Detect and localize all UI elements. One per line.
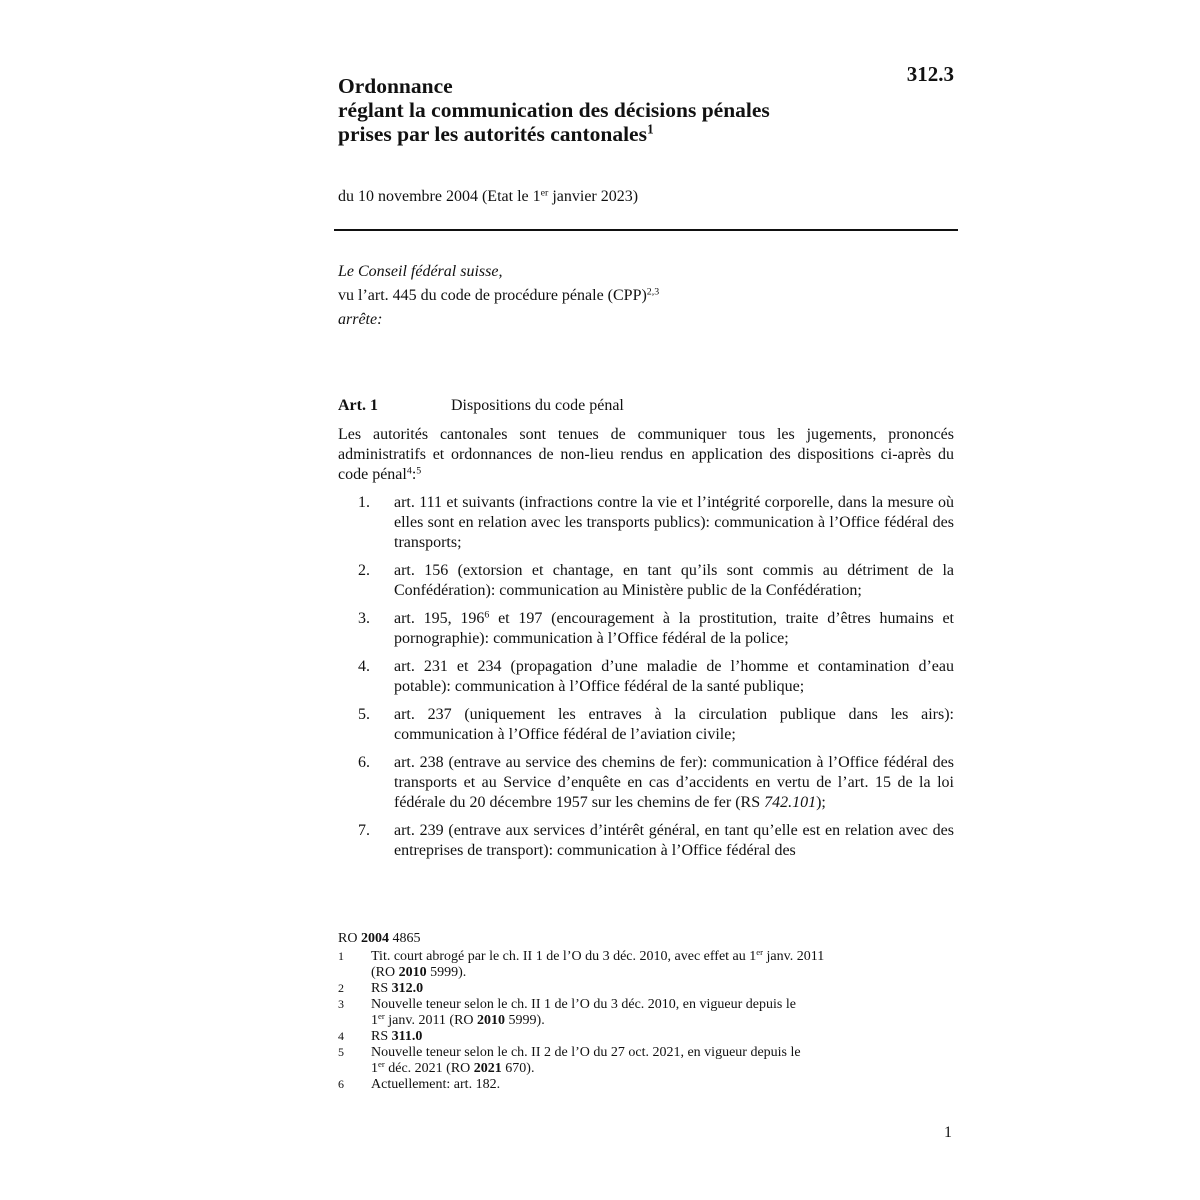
title-line-2: réglant la communication des décisions pénales (338, 98, 770, 122)
article-title: Dispositions du code pénal (451, 397, 624, 414)
footnote-ref-4[interactable]: 4 (406, 465, 412, 477)
ro-reference: RO 2004 4865 (338, 931, 421, 946)
article-intro: Les autorités cantonales sont tenues de communiquer tous les jugements, prononcés administratifs et ordonnances de non-lieu rendus en application des dispositions ci-après du code pénal$^4$:$^5$ (338, 426, 954, 483)
article-list (338, 493, 954, 869)
preamble-decree: arrête: (338, 311, 383, 328)
footnote-5: 5 Nouvelle teneur selon le ch. II 2 de l’O du 27 oct. 2021, en vigueur depuis le 1er déc. 2021 (RO 2021 670). (338, 1045, 801, 1076)
list-item: 1. art. 111 et suivants (infractions contre la vie et l’intégrité corporelle, dans la mesure où elles sont en relation avec les transports publics): communication à l’Office fédéral des transports; (358, 494, 954, 551)
list-item: 6. art. 238 (entrave au service des chemins de fer): communication à l’Office fédéral des transports et au Service d’enquête en cas d’accidents en vertu de l’art. 15 de la loi fédérale du 20 décembre 1957 sur les chemins de fer (RS 742.101); (358, 754, 954, 811)
preamble (338, 260, 659, 332)
preamble-authority: Le Conseil fédéral suisse, (338, 263, 503, 280)
footnote-4: 4 RS 311.0 (338, 1029, 423, 1044)
list-item: 4. art. 231 et 234 (propagation d’une maladie de l’homme et contamination d’eau potable): communication à l’Office fédéral de la santé publique; (358, 658, 954, 695)
footnote-2: 2 RS 312.0 (338, 981, 424, 996)
sr-number: 312.3 (906, 62, 954, 86)
footnote-ref-5[interactable]: 5 (416, 465, 422, 477)
page-number: 1 (944, 1124, 952, 1141)
footnote-ref-1[interactable]: 1 (646, 121, 654, 137)
enactment-date: du 10 novembre 2004 (Etat le 1er janvier 2023) (338, 187, 639, 205)
list-item: 5. art. 237 (uniquement les entraves à la circulation publique dans les airs): communication à l’Office fédéral de l’aviation civile; (358, 706, 954, 743)
footnote-ref-6[interactable]: 6 (484, 609, 490, 621)
footnote-3: 3 Nouvelle teneur selon le ch. II 1 de l’O du 3 déc. 2010, en vigueur depuis le 1er janv. 2011 (RO 2010 5999). (338, 997, 796, 1028)
footnote-6: 6 Actuellement: art. 182. (338, 1077, 501, 1092)
preamble-basis: vu l’art. 445 du code de procédure pénale (CPP)$^{2,3}$ (338, 286, 660, 304)
article-heading (338, 397, 958, 415)
list-item: 3. art. 195, $196^6$ et 197 (encouragement à la prostitution, traite d’êtres humains et pornographie): communication à l’Office fédéral de la police; (358, 609, 954, 647)
rs-reference-link[interactable]: 742.101 (764, 794, 817, 811)
footnote-ref-2-3[interactable]: 2,3 (646, 286, 660, 298)
article-number: Art. 1 (338, 397, 378, 414)
list-item: 2. art. 156 (extorsion et chantage, en tant qu’ils sont commis au détriment de la Confédération): communication au Ministère public de la Confédération; (358, 562, 954, 599)
title-line-3: prises par les autorités cantonales$^1$ (338, 121, 654, 146)
footnote-1: 1 Tit. court abrogé par le ch. II 1 de l’O du 3 déc. 2010, avec effet au 1er janv. 2011 (RO 2010 5999). (338, 947, 825, 980)
header-divider (334, 229, 958, 231)
list-item: 7. art. 239 (entrave aux services d’intérêt général, en tant qu’elle est en relation avec des entreprises de transport): communication à l’Office fédéral des (358, 822, 954, 859)
title-line-1: Ordonnance (338, 74, 453, 98)
page-title (338, 74, 898, 146)
footnotes (338, 931, 938, 1093)
